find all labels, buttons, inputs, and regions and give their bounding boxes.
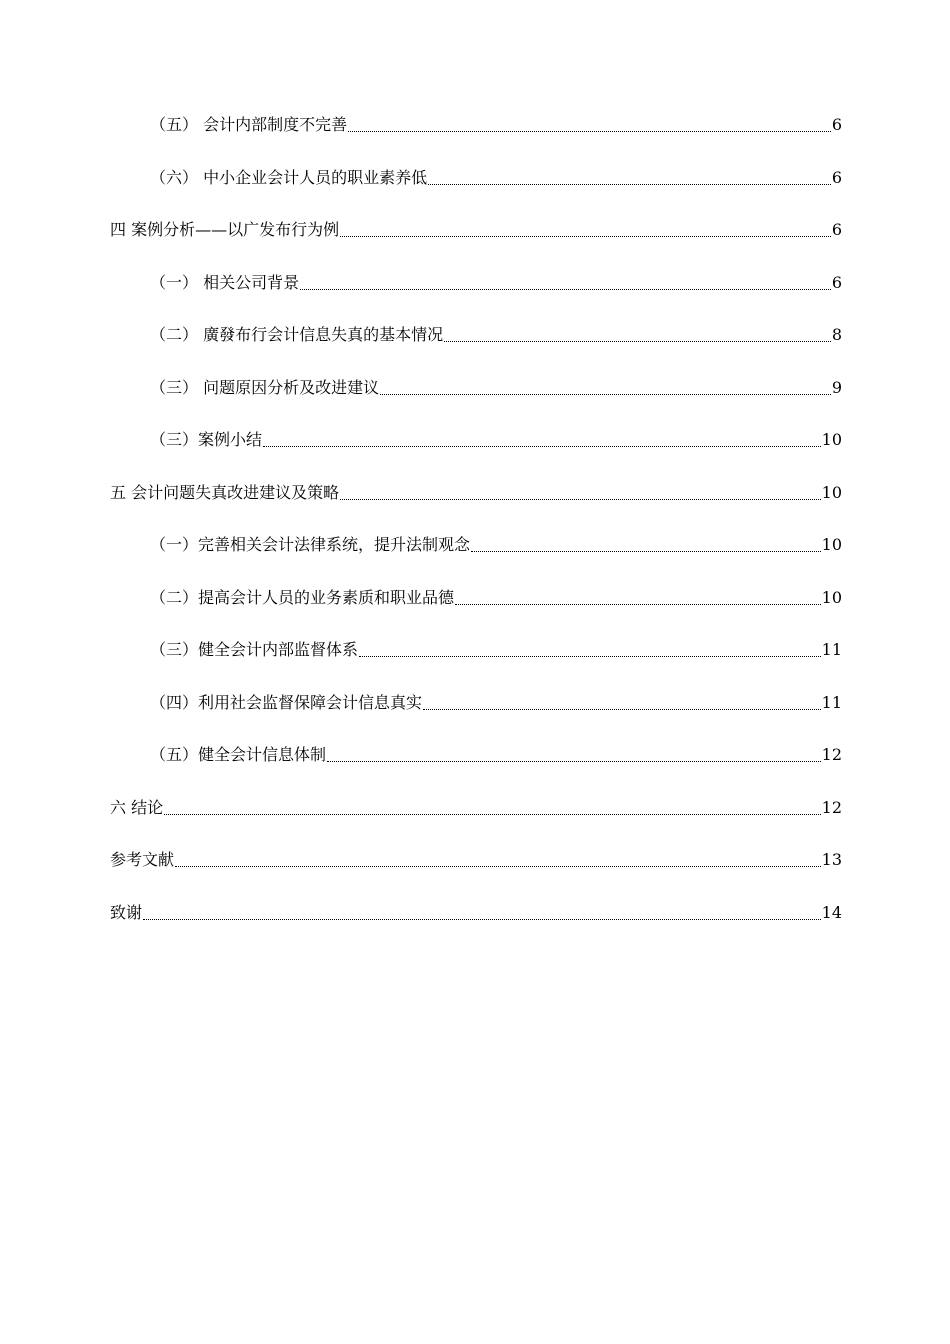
toc-entry[interactable] bbox=[110, 427, 842, 453]
toc-entry-page: 10 bbox=[821, 535, 842, 554]
toc-entry-title: 六 结论 bbox=[110, 797, 164, 817]
toc-entry-page: 14 bbox=[821, 902, 842, 922]
toc-dot-leader bbox=[444, 340, 831, 342]
toc-entry-page: 9 bbox=[831, 377, 842, 397]
toc-entry-title: （三）案例小结 bbox=[150, 430, 263, 449]
toc-entry[interactable] bbox=[110, 217, 842, 243]
toc-entry-page: 12 bbox=[821, 745, 842, 764]
toc-entry-title: 致谢 bbox=[110, 902, 143, 922]
toc-entry-title: 五 会计问题失真改进建议及策略 bbox=[110, 482, 340, 502]
toc-entry-page: 8 bbox=[831, 325, 842, 344]
toc-dot-leader bbox=[164, 813, 821, 815]
toc-dot-leader bbox=[455, 603, 821, 605]
toc-dot-leader bbox=[340, 235, 831, 237]
toc-entry-title: （一）完善相关会计法律系统，提升法制观念 bbox=[150, 535, 471, 554]
toc-dot-leader bbox=[359, 655, 821, 657]
toc-entry-page: 6 bbox=[831, 220, 842, 239]
toc-dot-leader bbox=[143, 918, 821, 920]
toc-entry-page: 10 bbox=[821, 430, 842, 449]
toc-dot-leader bbox=[327, 760, 821, 762]
table-of-contents bbox=[110, 112, 842, 952]
toc-dot-leader bbox=[263, 445, 821, 447]
toc-entry-title: （一） 相关公司背景 bbox=[150, 272, 300, 292]
toc-entry-page: 6 bbox=[831, 115, 842, 134]
toc-dot-leader bbox=[428, 183, 831, 185]
toc-entry-title: （五）健全会计信息体制 bbox=[150, 745, 327, 764]
toc-entry-title: 参考文献 bbox=[110, 850, 175, 869]
toc-entry[interactable] bbox=[110, 375, 842, 401]
toc-dot-leader bbox=[423, 708, 821, 710]
toc-entry[interactable] bbox=[110, 742, 842, 768]
toc-entry-title: （六） 中小企业会计人员的职业素养低 bbox=[150, 167, 428, 187]
toc-entry[interactable] bbox=[110, 270, 842, 296]
toc-entry[interactable] bbox=[110, 795, 842, 821]
toc-dot-leader bbox=[471, 550, 821, 552]
toc-entry[interactable] bbox=[110, 637, 842, 663]
toc-entry-page: 6 bbox=[831, 272, 842, 292]
toc-entry-title: （二）提高会计人员的业务素质和职业品德 bbox=[150, 587, 455, 607]
toc-entry-title: （三） 问题原因分析及改进建议 bbox=[150, 377, 380, 397]
toc-entry-page: 10 bbox=[821, 587, 842, 607]
toc-entry[interactable] bbox=[110, 165, 842, 191]
toc-entry[interactable] bbox=[110, 112, 842, 138]
toc-entry-title: （五） 会计内部制度不完善 bbox=[150, 115, 348, 134]
toc-entry[interactable] bbox=[110, 900, 842, 926]
toc-dot-leader bbox=[300, 288, 831, 290]
toc-entry-page: 12 bbox=[821, 797, 842, 817]
toc-entry-page: 6 bbox=[831, 167, 842, 187]
toc-entry[interactable] bbox=[110, 847, 842, 873]
toc-entry[interactable] bbox=[110, 322, 842, 348]
toc-entry-title: 四 案例分析——以广发布行为例 bbox=[110, 220, 340, 239]
toc-entry-title: （三）健全会计内部监督体系 bbox=[150, 640, 359, 659]
toc-entry-page: 13 bbox=[821, 850, 842, 869]
toc-dot-leader bbox=[348, 130, 831, 132]
toc-entry[interactable] bbox=[110, 585, 842, 611]
toc-entry-page: 10 bbox=[821, 482, 842, 502]
toc-entry[interactable] bbox=[110, 532, 842, 558]
toc-entry-page: 11 bbox=[821, 640, 842, 659]
toc-dot-leader bbox=[340, 498, 821, 500]
toc-entry-title: （二） 廣發布行会计信息失真的基本情况 bbox=[150, 325, 444, 344]
toc-entry[interactable] bbox=[110, 480, 842, 506]
toc-entry-page: 11 bbox=[821, 692, 842, 712]
toc-entry-title: （四）利用社会监督保障会计信息真实 bbox=[150, 692, 423, 712]
toc-dot-leader bbox=[175, 865, 821, 867]
toc-entry[interactable] bbox=[110, 690, 842, 716]
toc-dot-leader bbox=[380, 393, 831, 395]
